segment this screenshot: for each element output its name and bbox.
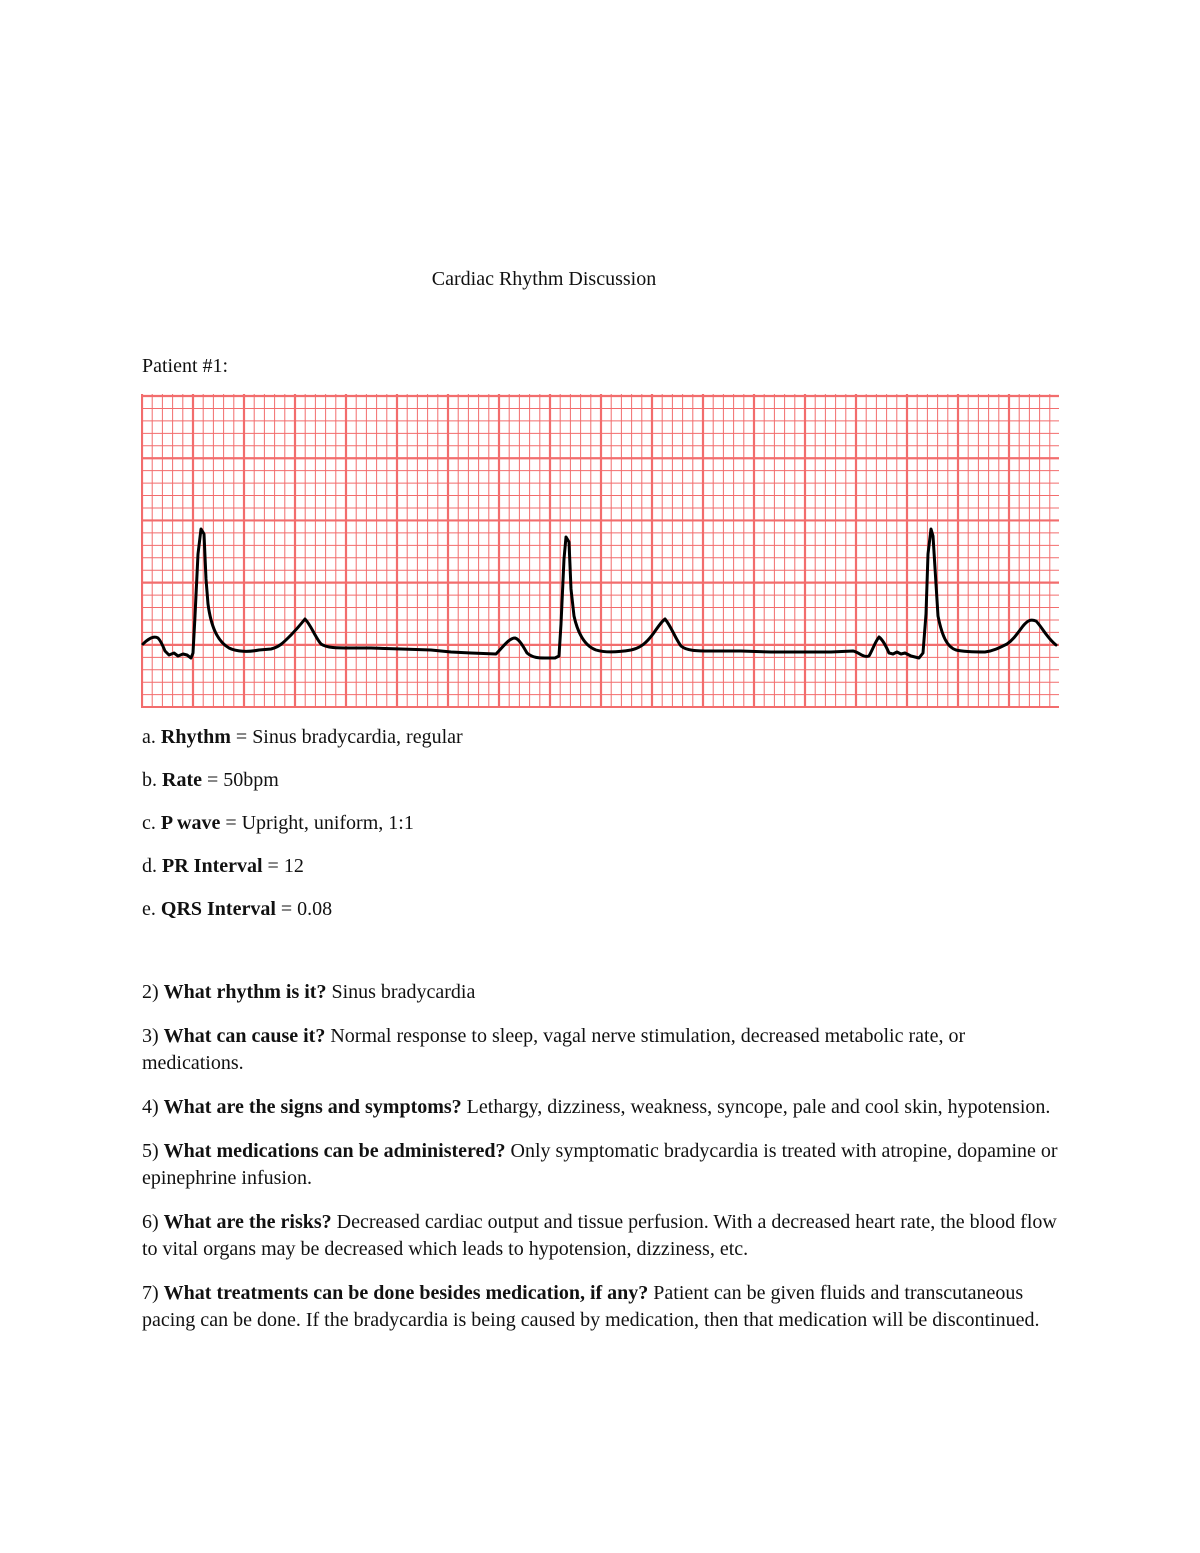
finding-prefix: b.: [142, 769, 162, 791]
ecg-strip-graphic: [141, 394, 1059, 708]
finding-item: [142, 853, 463, 896]
finding-value: 50bpm: [223, 769, 279, 791]
finding-item: [142, 767, 463, 810]
finding-term: Rate: [162, 769, 202, 791]
question-item: [142, 1138, 1062, 1192]
answer-text: Normal response to sleep, vagal nerve stimulation, decreased metabolic rate, or medications.: [142, 1025, 966, 1074]
question-text: What are the risks?: [163, 1211, 332, 1233]
page-title: Cardiac Rhythm Discussion: [431, 268, 657, 290]
answer-text: Only symptomatic bradycardia is treated with atropine, dopamine or epinephrine infusion.: [142, 1140, 1058, 1189]
question-number: 6): [142, 1211, 164, 1233]
question-number: 2): [142, 981, 164, 1003]
question-item: [142, 979, 1062, 1006]
finding-term: P wave: [160, 812, 221, 834]
findings-list: [142, 724, 463, 939]
finding-item: [142, 810, 463, 853]
answer-text: Patient can be given fluids and transcutaneous pacing can be done. If the bradycardia is being caused by medication, then that medication will be discontinued.: [142, 1282, 1040, 1331]
question-number: 7): [142, 1282, 164, 1304]
finding-value: Upright, uniform, 1:1: [241, 812, 414, 834]
question-text: What medications can be administered?: [163, 1140, 506, 1162]
ecg-grid: [141, 394, 1059, 708]
question-number: 5): [142, 1140, 164, 1162]
finding-separator: =: [220, 812, 242, 834]
question-item: [142, 1280, 1062, 1334]
question-text: What rhythm is it?: [163, 981, 327, 1003]
finding-value: 0.08: [297, 898, 333, 920]
finding-term: Rhythm: [160, 726, 231, 748]
finding-separator: =: [201, 769, 224, 791]
patient-label: Patient #1:: [142, 355, 229, 377]
question-item: [142, 1209, 1062, 1263]
finding-value: 12: [283, 855, 304, 877]
finding-term: QRS Interval: [160, 898, 276, 920]
question-number: 4): [142, 1096, 164, 1118]
question-text: What treatments can be done besides medication, if any?: [163, 1282, 649, 1304]
finding-term: PR Interval: [162, 855, 263, 877]
answer-text: Sinus bradycardia: [326, 981, 476, 1003]
questions-list: [142, 979, 1062, 1351]
finding-prefix: e.: [142, 898, 161, 920]
answer-text: Lethargy, dizziness, weakness, syncope, pale and cool skin, hypotension.: [461, 1096, 1051, 1118]
ecg-strip: [141, 394, 1059, 708]
finding-prefix: a.: [142, 726, 161, 748]
question-text: What can cause it?: [163, 1025, 326, 1047]
question-item: [142, 1094, 1062, 1121]
finding-value: Sinus bradycardia, regular: [252, 726, 463, 748]
answer-text: Decreased cardiac output and tissue perfusion. With a decreased heart rate, the blood flow to vital organs may be decreased which leads to hypotension, dizziness, etc.: [142, 1211, 1057, 1260]
question-number: 3): [142, 1025, 164, 1047]
finding-prefix: c.: [142, 812, 161, 834]
question-text: What are the signs and symptoms?: [163, 1096, 462, 1118]
question-item: [142, 1023, 1062, 1077]
finding-separator: =: [275, 898, 298, 920]
finding-separator: =: [262, 855, 284, 877]
finding-item: [142, 724, 463, 767]
finding-item: [142, 896, 463, 939]
finding-separator: =: [230, 726, 253, 748]
finding-prefix: d.: [142, 855, 162, 877]
